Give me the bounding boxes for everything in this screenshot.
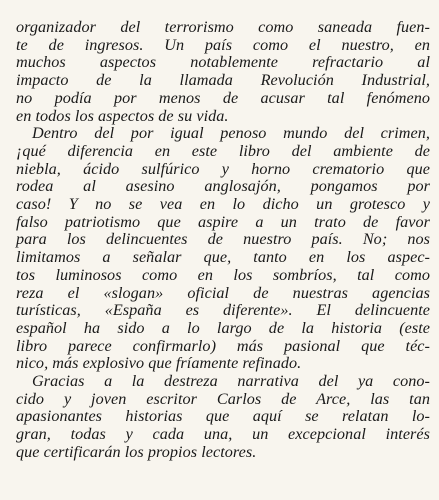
paragraph-2 [16, 125, 430, 373]
text-line: Gracias a la destreza narrativa del ya cono- [32, 372, 430, 391]
text-line: libro parece confirmarlo) más pasional que téc- [16, 336, 430, 355]
text-column [16, 19, 430, 462]
text-line: apasionantes historias que aquí se relatan lo- [16, 407, 430, 426]
text-line: muchos aspectos notablemente refractario al [16, 53, 430, 72]
paragraph-1 [16, 19, 430, 125]
text-line: tos luminosos como en los sombríos, tal como [16, 265, 430, 284]
paragraph-3 [16, 373, 430, 462]
text-line: caso! Y no se vea en lo dicho un grotesco y [16, 195, 430, 214]
text-line: no podía por menos de acusar tal fenómeno [16, 88, 430, 107]
text-line: rodea al asesino anglosajón, pongamos por [16, 177, 430, 196]
text-line: limitamos a señalar que, tanto en los aspec- [16, 248, 430, 267]
text-line: niebla, ácido sulfúrico y horno crematorio que [16, 159, 430, 178]
text-line: español ha sido a lo largo de la historia (este [16, 318, 430, 337]
text-line: reza el «slogan» oficial de nuestras agencias [16, 283, 430, 302]
text-line: falso patriotismo que aspire a un trato de favor [16, 212, 430, 231]
text-line: te de ingresos. Un país como el nuestro, en [16, 35, 430, 54]
text-line: organizador del terrorismo como saneada fuen- [16, 18, 430, 36]
text-line: gran, todas y cada una, un excepcional interés [16, 425, 430, 444]
text-line: nico, más explosivo que fríamente refinado. [16, 354, 302, 373]
text-line: turísticas, «España es diferente». El delincuente [16, 301, 430, 320]
text-line: cido y joven escritor Carlos de Arce, las tan [16, 389, 430, 408]
text-line: impacto de la llamada Revolución Industrial, [16, 71, 430, 90]
text-line: Dentro del por igual penoso mundo del crimen, [32, 124, 430, 143]
text-line: para los delincuentes de nuestro país. No; nos [16, 230, 430, 249]
text-line: ¡qué diferencia en este libro del ambiente de [16, 141, 430, 160]
text-line: en todos los aspectos de su vida. [16, 106, 229, 125]
text-line: que certificarán los propios lectores. [16, 442, 257, 461]
